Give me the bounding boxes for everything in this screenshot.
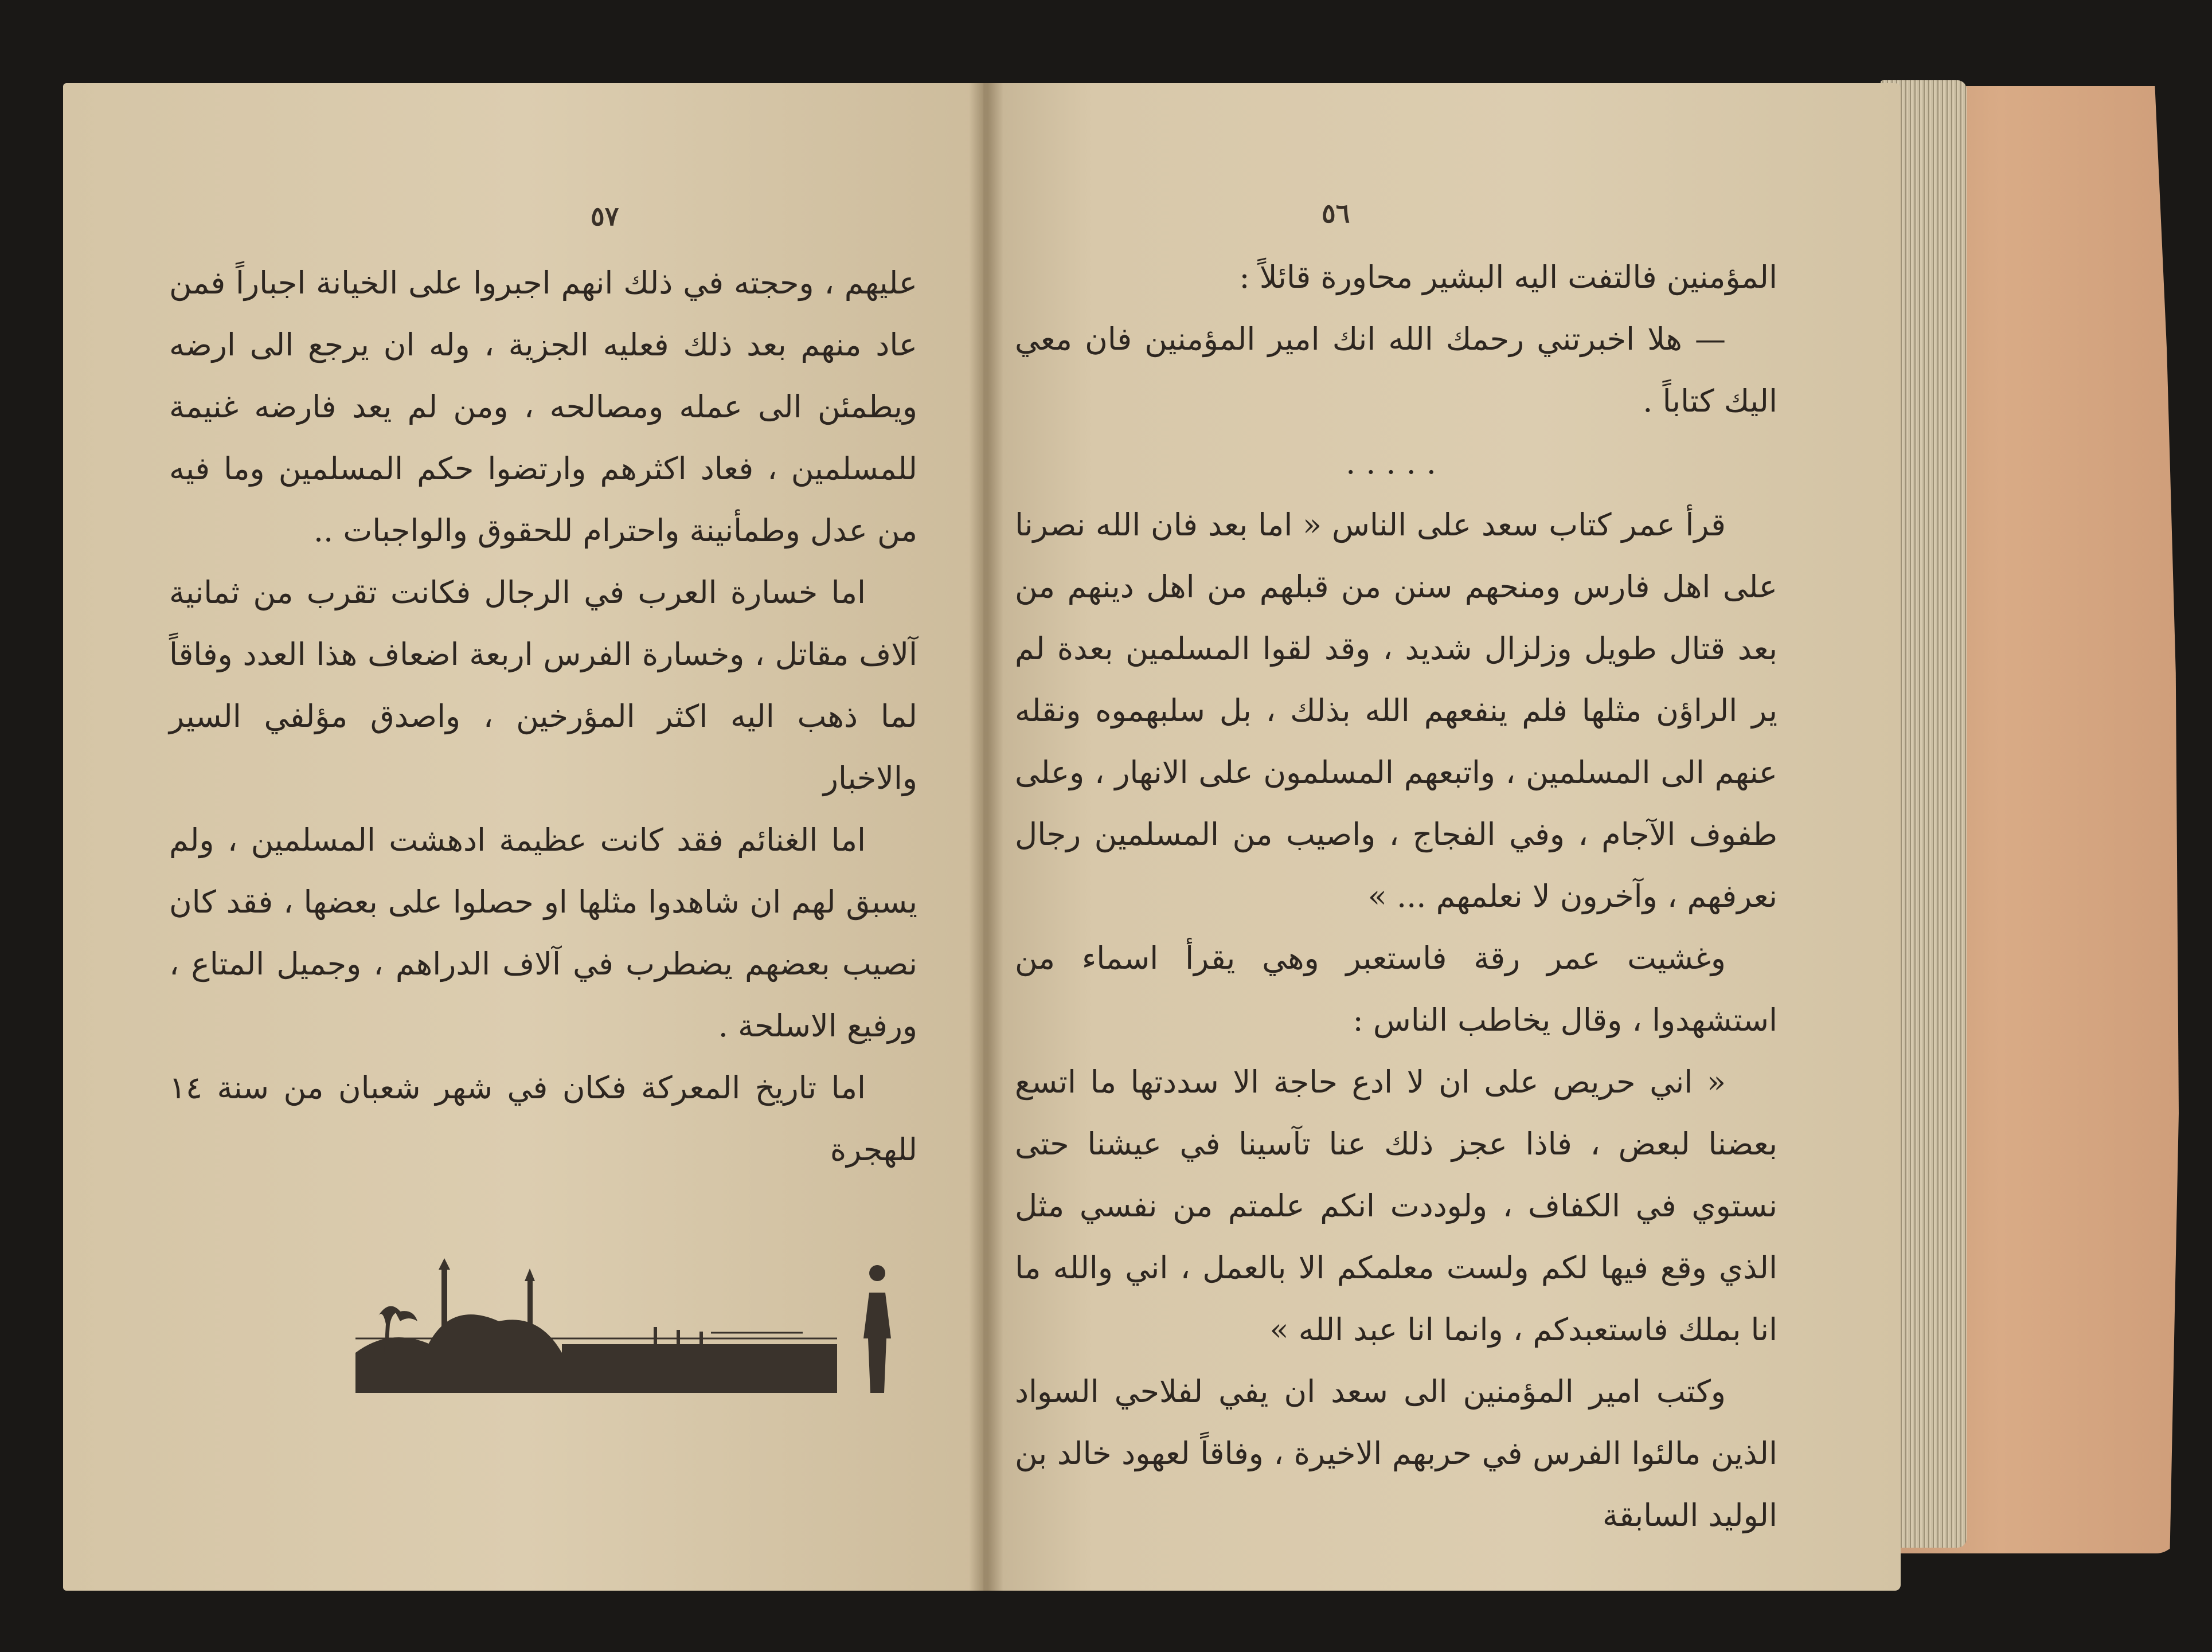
left-paragraph: اما خسارة العرب في الرجال فكانت تقرب من ثمانية آلاف مقاتل ، وخسارة الفرس اربعة اضعاف هذا العدد وفاقاً لما ذهب اليه اكثر المؤرخين ، واصدق مؤلفي السير والاخبار xyxy=(169,574,917,796)
book-gutter xyxy=(969,83,1003,1591)
right-paragraph: وغشيت عمر رقة فاستعبر وهي يقرأ اسماء من استشهدوا ، وقال يخاطب الناس : xyxy=(1015,940,1777,1038)
left-paragraph: اما تاريخ المعركة فكان في شهر شعبان من سنة ١٤ للهجرة xyxy=(169,1070,917,1168)
left-paragraph: اما الغنائم فقد كانت عظيمة ادهشت المسلمين ، ولم يسبق لهم ان شاهدوا مثلها او حصلوا على بعضها ، فقد كان نصيب بعضهم يضطرب في آلاف الدراهم ، وجميل المتاع ، ورفيع الاسلحة . xyxy=(169,822,917,1044)
left-page xyxy=(63,83,983,1591)
page-number-left: ٥٧ xyxy=(591,201,619,232)
right-page-text xyxy=(1015,246,1777,1547)
left-page-text xyxy=(169,252,917,1181)
left-paragraph: عليهم ، وحجته في ذلك انهم اجبروا على الخيانة اجباراً فمن عاد منهم بعد ذلك فعليه الجزية ، وله ان يرجع الى ارضه ويطمئن الى عمله ومصالحه ، ومن لم يعد فارضه غنيمة للمسلمين ، فعاد اكثرهم وارتضوا حكم المسلمين وما فيه من عدل وطمأنينة واحترام للحقوق والواجبات .. xyxy=(169,265,917,549)
mosque-landscape-illustration xyxy=(355,1258,946,1396)
right-paragraph: « اني حريص على ان لا ادع حاجة الا سددتها ما اتسع بعضنا لبعض ، فاذا عجز ذلك عنا تآسينا في عيشنا حتى نستوي في الكفاف ، ولوددت انكم علمتم من نفسي مثل الذي وقع فيها لكم ولست معلمكم الا بالعمل ، اني والله ما انا بملك فاستعبدكم ، وانما انا عبد الله » xyxy=(1015,1064,1777,1348)
right-paragraph: — هلا اخبرتني رحمك الله انك امير المؤمنين فان معي اليك كتاباً . xyxy=(1015,321,1777,419)
right-paragraph: المؤمنين فالتفت اليه البشير محاورة قائلاً : xyxy=(1239,259,1777,295)
right-paragraph: قرأ عمر كتاب سعد على الناس « اما بعد فان الله نصرنا على اهل فارس ومنحهم سنن من قبلهم من اهل دينهم من بعد قتال طويل وزلزال شديد ، وقد لقوا المسلمين بعدة لم ير الراؤن مثلها فلم ينفعهم الله بذلك ، بل سلبهموه ونقله عنهم الى المسلمين ، واتبعهم المسلمون على الانهار ، وعلى طفوف الآجام ، وفي الفجاج ، واصيب من المسلمين رجال نعرفهم ، وآخرون لا نعلمهم ... » xyxy=(1015,507,1777,914)
right-page xyxy=(983,83,1901,1591)
section-separator: ..... xyxy=(1346,445,1447,481)
page-number-right: ٥٦ xyxy=(1322,198,1350,229)
right-paragraph: وكتب امير المؤمنين الى سعد ان يفي لفلاحي السواد الذين مالئوا الفرس في حربهم الاخيرة ، وفاقاً لعهود خالد بن الوليد السابقة xyxy=(1015,1373,1777,1533)
